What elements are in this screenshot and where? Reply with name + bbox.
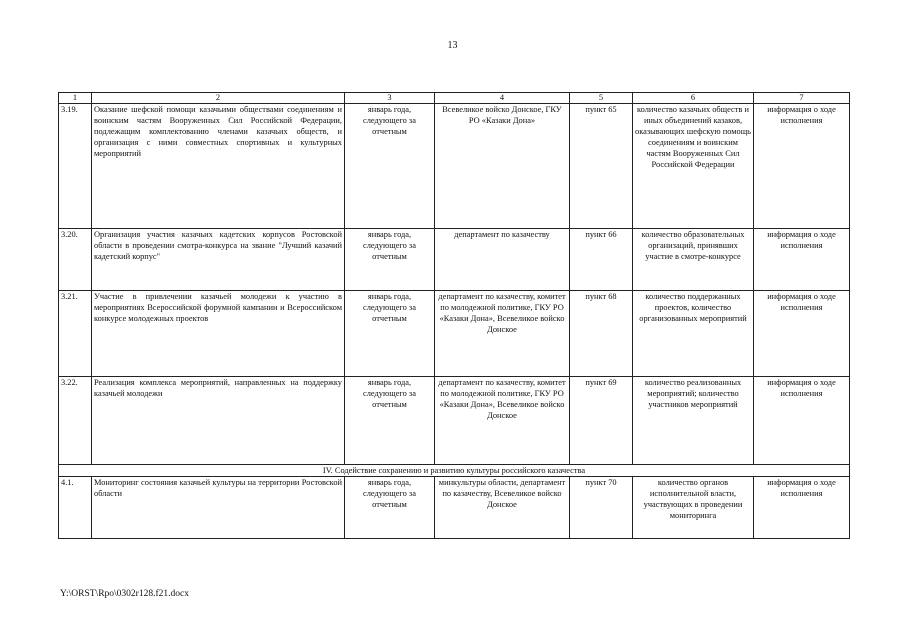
- action-description: Оказание шефской помощи казачьими обществами соединениям и воинским частям Вооруженных Сил Российской Федерации, подлежащим комплектованию членами казачьих обществ, и организация с ними совместных спортивных и культурных мероприятий: [92, 104, 345, 229]
- deadline: январь года, следующего за отчетным: [345, 229, 435, 291]
- report-form: информация о ходе исполнения: [754, 291, 850, 377]
- plan-item: пункт 68: [570, 291, 633, 377]
- table-row: [59, 477, 850, 539]
- table-row: [59, 104, 850, 229]
- deadline: январь года, следующего за отчетным: [345, 377, 435, 465]
- table-row: [59, 291, 850, 377]
- responsible-executor: департамент по казачеству, комитет по молодежной политике, ГКУ РО «Казаки Дона», Всевеликое войско Донское: [435, 377, 570, 465]
- document-file-path: Y:\ORST\Rpo\0302r128.f21.docx: [60, 589, 189, 599]
- responsible-executor: Всевеликое войско Донское, ГКУ РО «Казаки Дона»: [435, 104, 570, 229]
- column-number: 4: [435, 93, 570, 104]
- action-description: Участие в привлечении казачьей молодежи к участию в мероприятиях Всероссийской форумной кампании и Всероссийском конкурсе молодежных проектов: [92, 291, 345, 377]
- column-number: 5: [570, 93, 633, 104]
- deadline: январь года, следующего за отчетным: [345, 104, 435, 229]
- report-form: информация о ходе исполнения: [754, 229, 850, 291]
- deadline: январь года, следующего за отчетным: [345, 291, 435, 377]
- report-form: информация о ходе исполнения: [754, 104, 850, 229]
- column-number: 7: [754, 93, 850, 104]
- responsible-executor: департамент по казачеству: [435, 229, 570, 291]
- section-title: IV. Содействие сохранению и развитию культуры российского казачества: [59, 465, 850, 477]
- plan-item: пункт 65: [570, 104, 633, 229]
- action-description: Организация участия казачьих кадетских корпусов Ростовской области в проведении смотра-конкурса на звание "Лучший казачий кадетский корпус": [92, 229, 345, 291]
- report-form: информация о ходе исполнения: [754, 377, 850, 465]
- action-description: Мониторинг состояния казачьей культуры на территории Ростовской области: [92, 477, 345, 539]
- row-number: 3.20.: [59, 229, 92, 291]
- page-number: 13: [447, 40, 458, 51]
- plan-item: пункт 66: [570, 229, 633, 291]
- row-number: 3.22.: [59, 377, 92, 465]
- action-description: Реализация комплекса мероприятий, направленных на поддержку казачьей молодежи: [92, 377, 345, 465]
- responsible-executor: минкультуры области, департамент по казачеству, Всевеликое войско Донское: [435, 477, 570, 539]
- indicator: количество органов исполнительной власти, участвующих в проведении мониторинга: [633, 477, 754, 539]
- column-number: 1: [59, 93, 92, 104]
- row-number: 3.19.: [59, 104, 92, 229]
- responsible-executor: департамент по казачеству, комитет по молодежной политике, ГКУ РО «Казаки Дона», Всевеликое войско Донское: [435, 291, 570, 377]
- table-row: [59, 229, 850, 291]
- plan-item: пункт 70: [570, 477, 633, 539]
- column-number: 6: [633, 93, 754, 104]
- column-number: 2: [92, 93, 345, 104]
- table-row: [59, 377, 850, 465]
- indicator: количество образовательных организаций, принявших участие в смотре-конкурсе: [633, 229, 754, 291]
- section-row: [59, 465, 850, 477]
- indicator: количество поддержанных проектов, количество организованных мероприятий: [633, 291, 754, 377]
- indicator: количество реализованных мероприятий; количество участников мероприятий: [633, 377, 754, 465]
- plan-item: пункт 69: [570, 377, 633, 465]
- row-number: 4.1.: [59, 477, 92, 539]
- deadline: январь года, следующего за отчетным: [345, 477, 435, 539]
- row-number: 3.21.: [59, 291, 92, 377]
- column-number: 3: [345, 93, 435, 104]
- action-plan-table: [58, 92, 850, 539]
- report-form: информация о ходе исполнения: [754, 477, 850, 539]
- indicator: количество казачьих обществ и иных объединений казаков, оказывающих шефскую помощь соединениям и воинским частям Вооруженных Сил Российской Федерации: [633, 104, 754, 229]
- column-number-row: [59, 93, 850, 104]
